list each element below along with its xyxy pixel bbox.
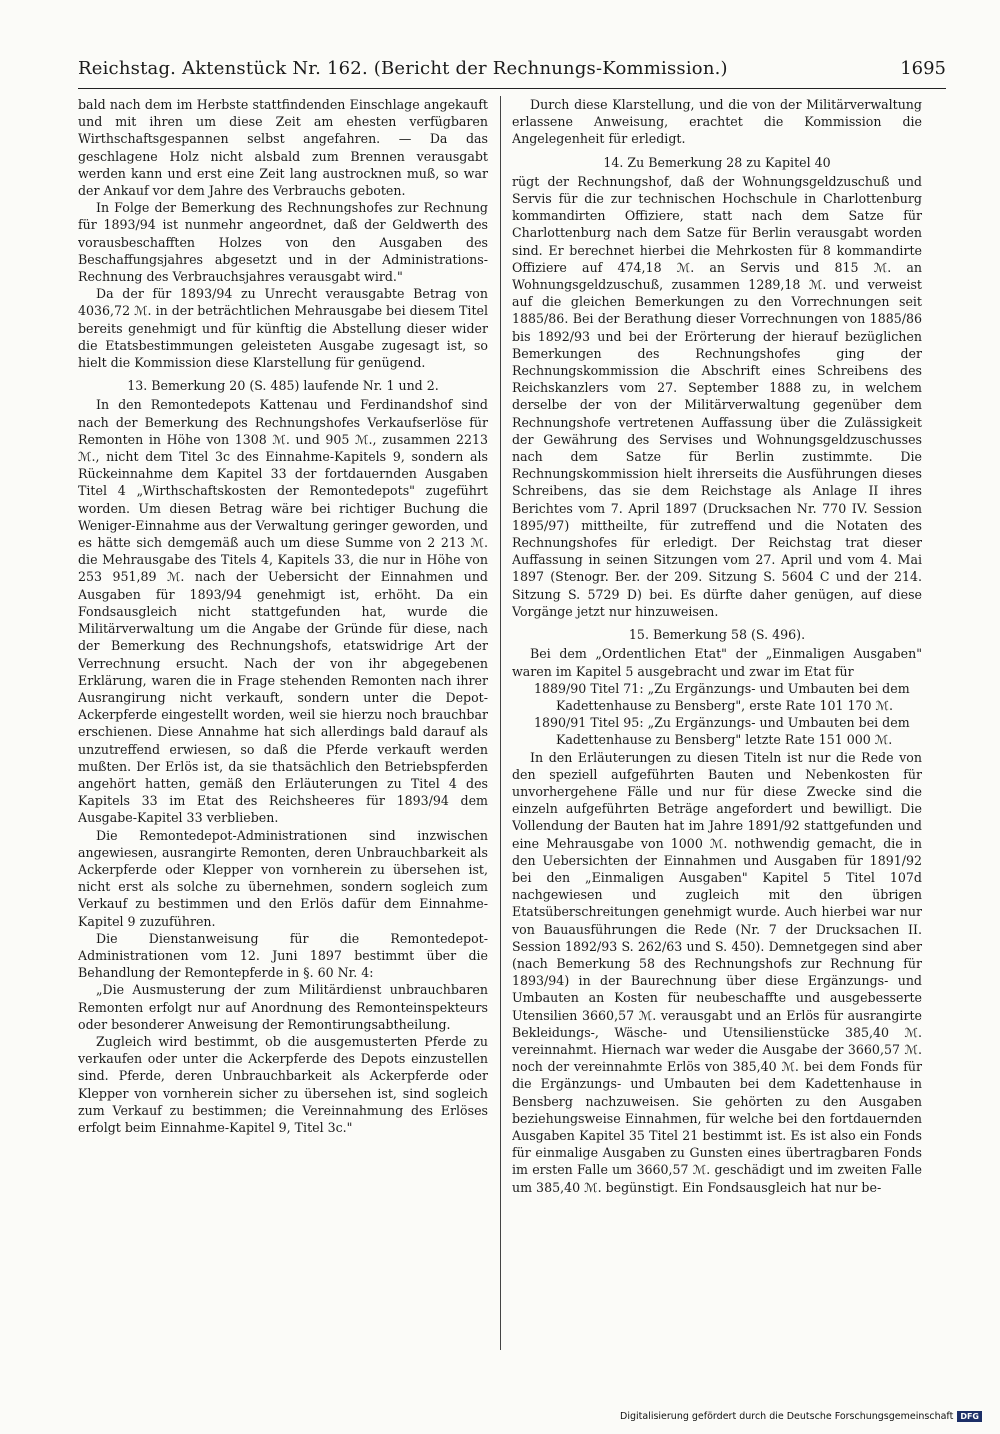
running-header bbox=[78, 58, 946, 89]
running-title: Reichstag. Aktenstück Nr. 162. (Bericht der Rechnungs-Kommission.) bbox=[78, 58, 728, 79]
paragraph: In den Remontedepots Kattenau und Ferdinandshof sind nach der Bemerkung des Rechnungshofes Verkaufserlöse für Remonten in Höhe von 1308 ℳ. und 905 ℳ., zusammen 2213 ℳ., nicht dem Titel 3c des Einnahme-Kapitels 9, sondern als Rückeinnahme dem Kapitel 33 der fortdauernden Ausgaben Titel 4 „Wirthschaftskosten der Remontedepots" zugeführt worden. Um diesen Betrag wäre bei richtiger Buchung die Weniger-Einnahme aus der Verwaltung geringer geworden, und es hätte sich demgemäß auch um diese Summe von 2 213 ℳ. die Mehrausgabe des Titels 4, Kapitels 33, die nur in Höhe von 253 951,89 ℳ. nach der Uebersicht der Einnahmen und Ausgaben für 1893/94 genehmigt ist, erhöht. Da ein Fondsausgleich nicht stattgefunden hat, wurde die Militärverwaltung um die Angabe der Gründe für diese, nach der Bemerkung des Rechnungshofs, etatswidrige Art der Verrechnung ersucht. Nach der von ihr abgegebenen Erklärung, waren die in Frage stehenden Remonten nach ihrer Ausrangirung nicht verkauft, sondern unter die Depot-Ackerpferde eingestellt worden, weil sie hierzu noch brauchbar erschienen. Diese Annahme hat sich allerdings bald darauf als unzutreffend erwiesen, so daß die Pferde verkauft werden mußten. Der Erlös ist, da sie thatsächlich den Betriebspferden angehört hatten, gemäß den Erläuterungen zu Titel 4 des Kapitels 33 im Etat des Reichsheeres für 1893/94 dem Ausgabe-Kapitel 33 verblieben. bbox=[78, 397, 488, 826]
credit-text: Digitalisierung gefördert durch die Deutsche Forschungsgemeinschaft bbox=[620, 1411, 954, 1422]
budget-entry: 1890/91 Titel 95: „Zu Ergänzungs- und Umbauten bei dem Kadettenhause zu Bensberg" letzte Rate 151 000 ℳ. bbox=[534, 715, 910, 748]
paragraph: In Folge der Bemerkung des Rechnungshofes zur Rechnung für 1893/94 ist nunmehr angeordnet, daß der Geldwerth des vorausbeschafften Holzes von den Ausgaben des Beschaffungsjahres abgesetzt und in der Administrations-Rechnung des Verbrauchsjahres verausgabt wird." bbox=[78, 200, 488, 285]
paragraph: Bei dem „Ordentlichen Etat" der „Einmaligen Ausgaben" waren im Kapitel 5 ausgebracht und zwar im Etat für bbox=[512, 646, 922, 679]
paragraph: Die Dienstanweisung für die Remontedepot-Administrationen vom 12. Juni 1897 bestimmt über die Behandlung der Remontepferde in §. 60 Nr. 4: bbox=[78, 930, 488, 981]
digitization-credit bbox=[620, 1411, 982, 1422]
section-heading-14: 14. Zu Bemerkung 28 zu Kapitel 40 bbox=[603, 154, 831, 170]
paragraph: rügt der Rechnungshof, daß der Wohnungsgeldzuschuß und Servis für die zur technischen Hochschule in Charlottenburg kommandirten Offiziere, statt nach dem Satze für Charlottenburg nach dem Satze für Berlin verausgabt worden sind. Er berechnet hierbei die Mehrkosten für 8 kommandirte Offiziere auf 474,18 ℳ. an Servis und 815 ℳ. an Wohnungsgeldzuschuß, zusammen 1289,18 ℳ. und verweist auf die gleichen Bemerkungen zu den Vorrechnungen seit 1885/86. Bei der Berathung dieser Vorrechnungen von 1885/86 bis 1892/93 und bei der Erörterung der hierauf bezüglichen Bemerkungen des Rechnungshofes ging der Rechnungskommission die Abschrift eines Schreibens des Reichskanzlers vom 27. September 1888 zu, in welchem derselbe der von der Militärverwaltung gegenüber dem Rechnungshofe vertretenen Auffassung über die Zulässigkeit der Gewährung des Servises und Wohnungsgeldzuschusses nach dem Satze für Berlin zustimmte. Die Rechnungskommission hielt ihrerseits die Ausführungen dieses Schreibens, das sie dem Reichstage als Anlage II ihres Berichtes vom 7. April 1897 (Drucksachen Nr. 770 IV. Session 1895/97) mittheilte, für zutreffend und die Notaten des Rechnungshofes für erledigt. Der Reichstag trat dieser Auffassung in seinen Sitzungen vom 27. April und vom 4. Mai 1897 (Stenogr. Ber. der 209. Sitzung S. 5604 C und der 214. Sitzung S. 5729 D) bei. Es dürfte daher genügen, auf diese Vorgänge jetzt nur hinzuweisen. bbox=[512, 173, 922, 619]
quotation: „Die Ausmusterung der zum Militärdienst unbrauchbaren Remonten erfolgt nur auf Anordnung des Remonteinspekteurs oder besonderer Anweisung der Remontirungsabtheilung. bbox=[78, 982, 488, 1032]
paragraph: In den Erläuterungen zu diesen Titeln ist nur die Rede von den speziell aufgeführten Bauten und Nebenkosten für unvorhergehene Fälle und nur für diese Zwecke sind die einzeln aufgeführten Beträge angefordert und bewilligt. Die Vollendung der Bauten hat im Jahre 1891/92 stattgefunden und eine Mehrausgabe von 1000 ℳ. nothwendig gemacht, die in den Uebersichten der Einnahmen und Ausgaben für 1891/92 bei den „Einmaligen Ausgaben" Kapitel 5 Titel 107d nachgewiesen und zugleich mit den übrigen Etatsüberschreitungen genehmigt wurde. Auch hierbei war nur von Bauausführungen die Rede (Nr. 7 der Drucksachen II. Session 1892/93 S. 262/63 und S. 450). Demnetgegen sind aber (nach Bemerkung 58 des Rechnungshofs zur Rechnung für 1893/94) in der Baurechnung über diese Ergänzungs- und Umbauten an Kosten für neubeschaffte und ausgebesserte Utensilien 3660,57 ℳ. verausgabt und an Erlös für ausrangirte Bekleidungs-, Wäsche- und Utensilienstücke 385,40 ℳ. vereinnahmt. Hiernach war weder die Ausgabe der 3660,57 ℳ. noch der vereinnahmte Erlös von 385,40 ℳ. bei dem Fonds für die Ergänzungs- und Umbauten bei dem Kadettenhause in Bensberg nachzuweisen. Sie gehörten zu den Ausgaben beziehungsweise Einnahmen, für welche bei den fortdauernden Ausgaben Kapitel 35 Titel 21 bestimmt ist. Es ist also ein Fonds für einmalige Ausgaben zu Gunsten eines übertragbaren Fonds im ersten Falle um 3660,57 ℳ. geschädigt und im zweiten Falle um 385,40 ℳ. begünstigt. Ein Fondsausgleich hat nur be- bbox=[512, 749, 922, 1195]
budget-entry: 1889/90 Titel 71: „Zu Ergänzungs- und Umbauten bei dem Kadettenhause zu Bensberg", erste Rate 101 170 ℳ. bbox=[534, 680, 910, 713]
paragraph: Durch diese Klarstellung, und die von der Militärverwaltung erlassene Anweisung, erachtet die Kommission die Angelegenheit für erledigt. bbox=[512, 97, 922, 147]
left-column bbox=[78, 96, 488, 1372]
section-heading-15: 15. Bemerkung 58 (S. 496). bbox=[628, 627, 806, 643]
column-rule bbox=[500, 96, 501, 1350]
dfg-logo: DFG bbox=[957, 1411, 982, 1422]
paragraph: bald nach dem im Herbste stattfindenden Einschlage angekauft und mit ihren um diese Zeit am ehesten verfügbaren Wirthschaftsgespannen selbst angefahren. — Da das geschlagene Holz nicht alsbald zum Brennen verausgabt werden kann und erst eine Zeit lang austrocknen muß, so war der Ankauf vor dem Jahre des Verbrauchs geboten. bbox=[78, 97, 488, 199]
page-number: 1695 bbox=[900, 58, 946, 79]
paragraph: Die Remontedepot-Administrationen sind inzwischen angewiesen, ausrangirte Remonten, deren Unbrauchbarkeit als Ackerpferde oder Klepper von vornherein zu übersehen ist, nicht erst als solche zu übernehmen, sondern sogleich zum Verkauf zu bestimmen und den Erlös dafür dem Einnahme-Kapitel 9 zuzuführen. bbox=[78, 827, 488, 929]
paragraph: Da der für 1893/94 zu Unrecht verausgabte Betrag von 4036,72 ℳ. in der beträchtlichen Mehrausgabe bei diesem Titel bereits genehmigt und für künftig die Abstellung dieser wider die Etatsbestimmungen geleisteten Ausgabe zugesagt ist, so hielt die Kommission diese Klarstellung für genügend. bbox=[78, 286, 488, 371]
quotation: Zugleich wird bestimmt, ob die ausgemusterten Pferde zu verkaufen oder unter die Ackerpferde des Depots einzustellen sind. Pferde, deren Unbrauchbarkeit als Ackerpferde oder Klepper von vornherein sicher zu übersehen ist, sind sogleich zum Verkauf zu bestimmen; die Vereinnahmung des Erlöses erfolgt beim Einnahme-Kapitel 9, Titel 3c." bbox=[78, 1033, 488, 1135]
right-column bbox=[512, 96, 922, 1372]
section-heading-13: 13. Bemerkung 20 (S. 485) laufende Nr. 1 und 2. bbox=[127, 378, 439, 394]
